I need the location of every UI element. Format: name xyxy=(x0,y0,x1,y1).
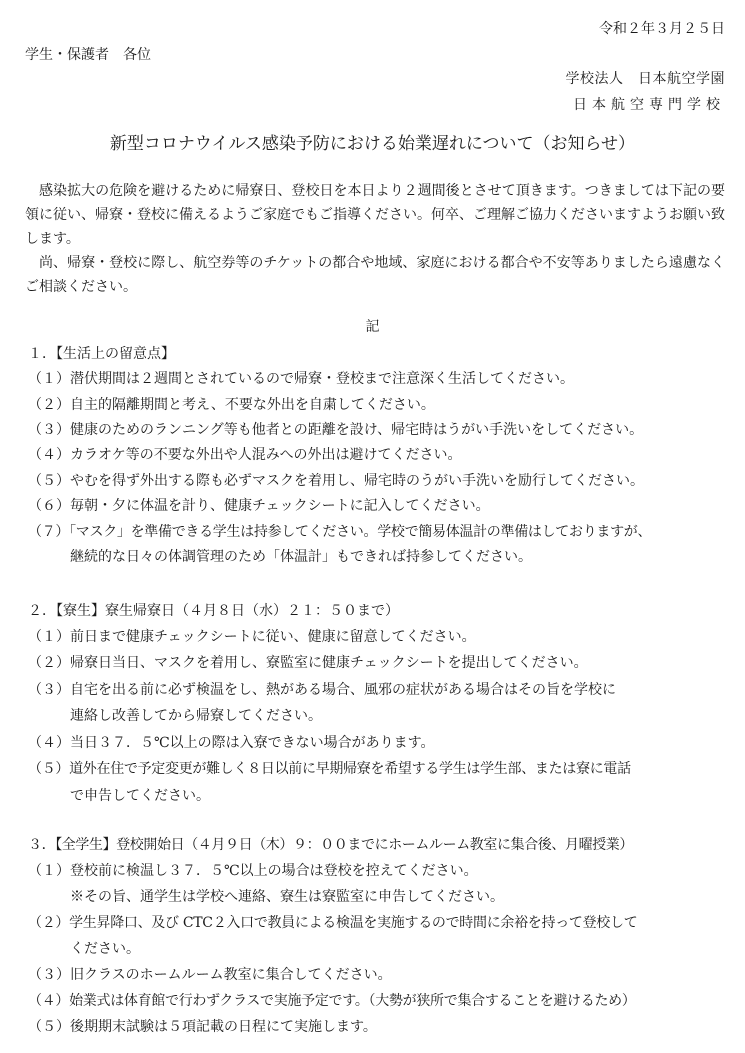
list-item: （４）当日３７．５℃以上の際は入寮できない場合があります。 xyxy=(28,735,435,751)
section-heading-3: ３．【全学生】登校開始日（４月９日（木）９：００までにホームルーム教室に集合後、月曜授業） xyxy=(28,837,633,853)
section-heading-1: １．【生活上の留意点】 xyxy=(28,346,175,362)
list-item-continuation: で申告してください。 xyxy=(70,788,210,804)
list-item-continuation: ください。 xyxy=(70,941,140,957)
intro-paragraph-2: 尚、帰寮・登校に際し、航空券等のチケットの都合や地域、家庭における都合や不安等ありましたら遠慮なくご相談ください。 xyxy=(25,255,725,295)
list-item: （５）後期期末試験は５項記載の日程にて実施します。 xyxy=(28,1019,377,1035)
list-item: （４）カラオケ等の不要な外出や人混みへの外出は避けてください。 xyxy=(28,447,462,463)
organization-name: 学校法人 日本航空学園 xyxy=(565,71,725,87)
list-item-note: ※その旨、通学生は学校へ連絡、寮生は寮監室に申告してください。 xyxy=(70,889,504,905)
list-item: （１）前日まで健康チェックシートに従い、健康に留意してください。 xyxy=(28,629,476,645)
school-name: 日本航空専門学校 xyxy=(573,97,725,113)
section-heading-2: ２．【寮生】寮生帰寮日（４月８日（水）２１：５０まで） xyxy=(28,603,399,619)
list-item: （７）「マスク」を準備できる学生は持参してください。学校で簡易体温計の準備はしておりますが、 xyxy=(28,524,652,540)
list-item-continuation: 継続的な日々の体調管理のため「体温計」もできれば持参してください。 xyxy=(70,549,532,565)
list-item: （５）道外在住で予定変更が難しく８日以前に早期帰寮を希望する学生は学生部、または寮に電話 xyxy=(28,761,631,777)
list-item: （３）旧クラスのホームルーム教室に集合してください。 xyxy=(28,967,392,983)
list-item: （５）やむを得ず外出する際も必ずマスクを着用し、帰宅時のうがい手洗いを励行してください。 xyxy=(28,473,644,489)
list-item: （１）登校前に検温し３７．５℃以上の場合は登校を控えてください。 xyxy=(28,863,478,879)
document-title: 新型コロナウイルス感染予防における始業遅れについて（お知らせ） xyxy=(109,134,636,154)
addressee: 学生・保護者 各位 xyxy=(25,47,151,63)
list-item: （６）毎朝・夕に体温を計り、健康チェックシートに記入してください。 xyxy=(28,498,490,514)
list-item: （４）始業式は体育館で行わずクラスで実施予定です。（大勢が狭所で集合することを避けるため） xyxy=(28,993,636,1009)
list-item: （１）潜伏期間は２週間とされているので帰寮・登校まで注意深く生活してください。 xyxy=(28,371,574,387)
list-item: （３）健康のためのランニング等も他者との距離を設け、帰宅時はうがい手洗いをしてください。 xyxy=(28,422,644,438)
list-item: （３）自宅を出る前に必ず検温をし、熱がある場合、風邪の症状がある場合はその旨を学校に xyxy=(28,682,616,698)
ki-heading: 記 xyxy=(365,319,380,335)
list-item: （２）学生昇降口、及び CTC２入口で教員による検温を実施するので時間に余裕を持って登校して xyxy=(28,915,638,931)
date: 令和２年３月２５日 xyxy=(599,21,725,37)
intro-paragraph-1: 感染拡大の危険を避けるために帰寮日、登校日を本日より２週間後とさせて頂きます。つきましては下記の要領に従い、帰寮・登校に備えるようご家庭でもご指導ください。何卒、ご理解ご協力くださいますようお願い致します。 xyxy=(25,183,725,247)
list-item: （２）帰寮日当日、マスクを着用し、寮監室に健康チェックシートを提出してください。 xyxy=(28,655,588,671)
list-item-continuation: 連絡し改善してから帰寮してください。 xyxy=(70,708,322,724)
list-item: （２）自主的隔離期間と考え、不要な外出を自粛してください。 xyxy=(28,397,435,413)
